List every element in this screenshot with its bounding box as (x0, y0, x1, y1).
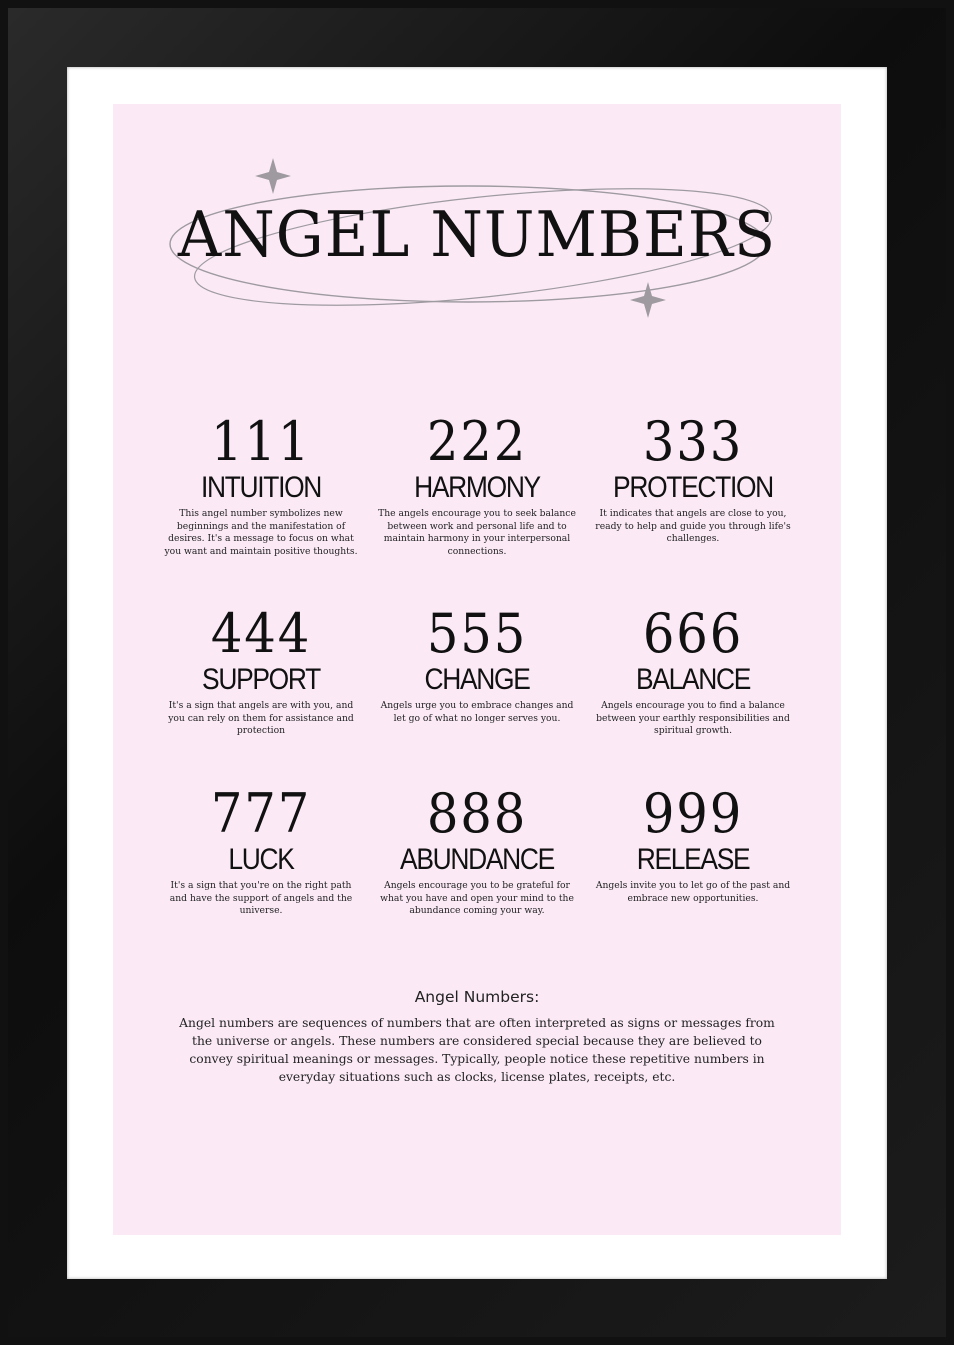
angel-number-description: It's a sign that you're on the right path and have the support of angels and the universe. (169, 880, 353, 916)
poster-title: ANGEL NUMBERS (177, 198, 777, 272)
angel-number: 222 (426, 410, 528, 473)
angel-number: 333 (642, 410, 744, 473)
angel-number-card (369, 410, 585, 558)
angel-number-meaning: INTUITION (200, 471, 322, 504)
angel-number-description: It indicates that angels are close to you, ready to help and guide you through life's challenges. (595, 508, 791, 544)
angel-number-meaning: BALANCE (635, 663, 751, 696)
angel-number: 111 (210, 410, 312, 473)
angel-number-meaning: ABUNDANCE (400, 843, 554, 876)
poster (113, 104, 841, 1235)
sparkle-icon (630, 282, 666, 318)
angel-number-meaning: LUCK (228, 843, 294, 876)
angel-number-meaning: PROTECTION (613, 471, 773, 504)
angel-number-card (585, 410, 801, 546)
angel-number-card (369, 602, 585, 725)
angel-number-card (369, 782, 585, 918)
angel-number: 999 (642, 782, 744, 845)
angel-number-card (153, 602, 369, 738)
angel-number: 444 (210, 602, 312, 665)
sparkle-icon (255, 158, 291, 194)
angel-number-card (585, 602, 801, 738)
title-area (113, 104, 841, 334)
angel-number-meaning: SUPPORT (202, 663, 320, 696)
angel-number: 666 (642, 602, 744, 665)
footer-text: Angel numbers are sequences of numbers that are often interpreted as signs or messages from the universe or angels. These numbers are considered special because they are believed to convey spiritual meanings or messages. Typically, people notice these repetitive numbers in everyday situations such as clocks, license plates, receipts, etc. (179, 1016, 775, 1084)
angel-number-description: Angels invite you to let go of the past and embrace new opportunities. (595, 880, 791, 904)
angel-number-description: The angels encourage you to seek balance between work and personal life and to maintain harmony in your interpersonal connections. (378, 508, 576, 557)
footer-title: Angel Numbers: (414, 988, 540, 1006)
angel-number: 777 (210, 782, 312, 845)
angel-number: 555 (426, 602, 528, 665)
angel-number-card (153, 782, 369, 918)
angel-number-description: Angels urge you to embrace changes and let go of what no longer serves you. (380, 700, 574, 724)
angel-number-meaning: HARMONY (414, 471, 540, 504)
angel-number-description: Angels encourage you to find a balance between your earthly responsibilities and spiritual growth. (596, 700, 790, 736)
angel-number-description: This angel number symbolizes new beginnings and the manifestation of desires. It's a message to focus on what you want and maintain positive thoughts. (164, 508, 358, 557)
angel-number-card (585, 782, 801, 905)
angel-number-meaning: CHANGE (424, 663, 530, 696)
angel-number-description: It's a sign that angels are with you, and you can rely on them for assistance and protection (168, 700, 354, 736)
angel-number: 888 (426, 782, 528, 845)
angel-number-description: Angels encourage you to be grateful for what you have and open your mind to the abundance coming your way. (380, 880, 574, 916)
angel-number-card (153, 410, 369, 558)
angel-number-meaning: RELEASE (636, 843, 750, 876)
angel-number-grid (153, 410, 801, 934)
poster-footer (173, 988, 781, 1086)
